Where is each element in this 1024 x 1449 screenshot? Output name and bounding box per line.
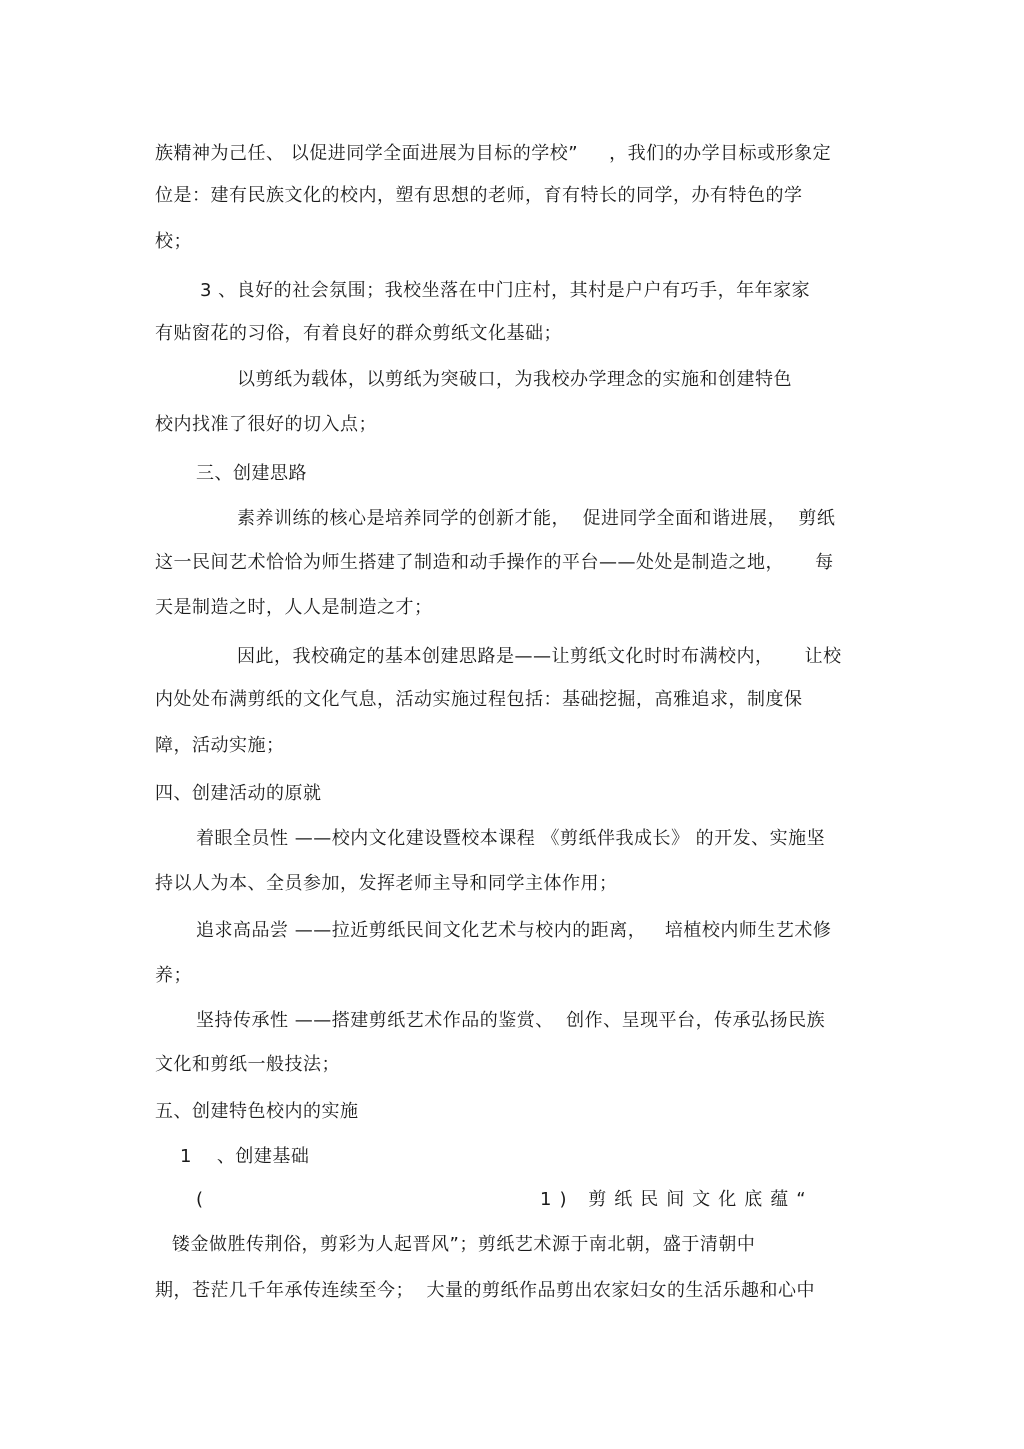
- text-line: 校内找准了很好的切入点；: [155, 414, 377, 435]
- text-line: 追求高品尝 ——拉近剪纸民间文化艺术与校内的距离， 培植校内师生艺术修: [196, 920, 832, 941]
- text-line: 障，活动实施；: [155, 735, 285, 756]
- text-line: 养；: [155, 965, 192, 986]
- text-line: 因此，我校确定的基本创建思路是——让剪纸文化时时布满校内， 让校: [237, 646, 842, 667]
- section-heading: 五、创建特色校内的实施: [155, 1101, 359, 1122]
- text-line: 校；: [155, 231, 192, 252]
- text-line: 文化和剪纸一般技法；: [155, 1054, 340, 1075]
- text-line: 族精神为己任、 以促进同学全面进展为目标的学校” ，我们的办学目标或形象定: [155, 143, 832, 164]
- text-line: 以剪纸为载体，以剪纸为突破口，为我校办学理念的实施和创建特色: [237, 369, 792, 390]
- paren-open: (: [196, 1189, 204, 1210]
- subsection-title: 1) 剪纸民间文化底蕴“: [540, 1189, 814, 1210]
- text-line: 素养训练的核心是培养同学的创新才能， 促进同学全面和谐进展， 剪纸: [237, 508, 836, 529]
- text-line: 着眼全员性 ——校内文化建设暨校本课程 《剪纸伴我成长》 的开发、实施坚: [196, 828, 826, 849]
- subsection-heading: 1 、创建基础: [180, 1146, 310, 1167]
- text-line: 内处处布满剪纸的文化气息，活动实施过程包括：基础挖掘，高雅追求，制度保: [155, 689, 803, 710]
- text-line: 有贴窗花的习俗，有着良好的群众剪纸文化基础；: [155, 323, 562, 344]
- text-line: 镂金做胜传荆俗，剪彩为人起晋风”；剪纸艺术源于南北朝，盛于清朝中: [172, 1234, 756, 1255]
- text-line: 位是：建有民族文化的校内，塑有思想的老师，育有特长的同学，办有特色的学: [155, 185, 803, 206]
- text-line: 3 、良好的社会氛围；我校坐落在中门庄村，其村是户户有巧手，年年家家: [200, 280, 811, 301]
- text-line: 这一民间艺术恰恰为师生搭建了制造和动手操作的平台——处处是制造之地， 每: [155, 552, 834, 573]
- section-heading: 四、创建活动的原就: [155, 783, 322, 804]
- section-heading: 三、创建思路: [196, 463, 307, 484]
- text-line: 坚持传承性 ——搭建剪纸艺术作品的鉴赏、 创作、呈现平台，传承弘扬民族: [196, 1010, 826, 1031]
- text-line: 期，苍茫几千年承传连续至今； 大量的剪纸作品剪出农家妇女的生活乐趣和心中: [155, 1280, 815, 1301]
- text-line: 持以人为本、全员参加，发挥老师主导和同学主体作用；: [155, 873, 618, 894]
- text-line: 天是制造之时，人人是制造之才；: [155, 597, 433, 618]
